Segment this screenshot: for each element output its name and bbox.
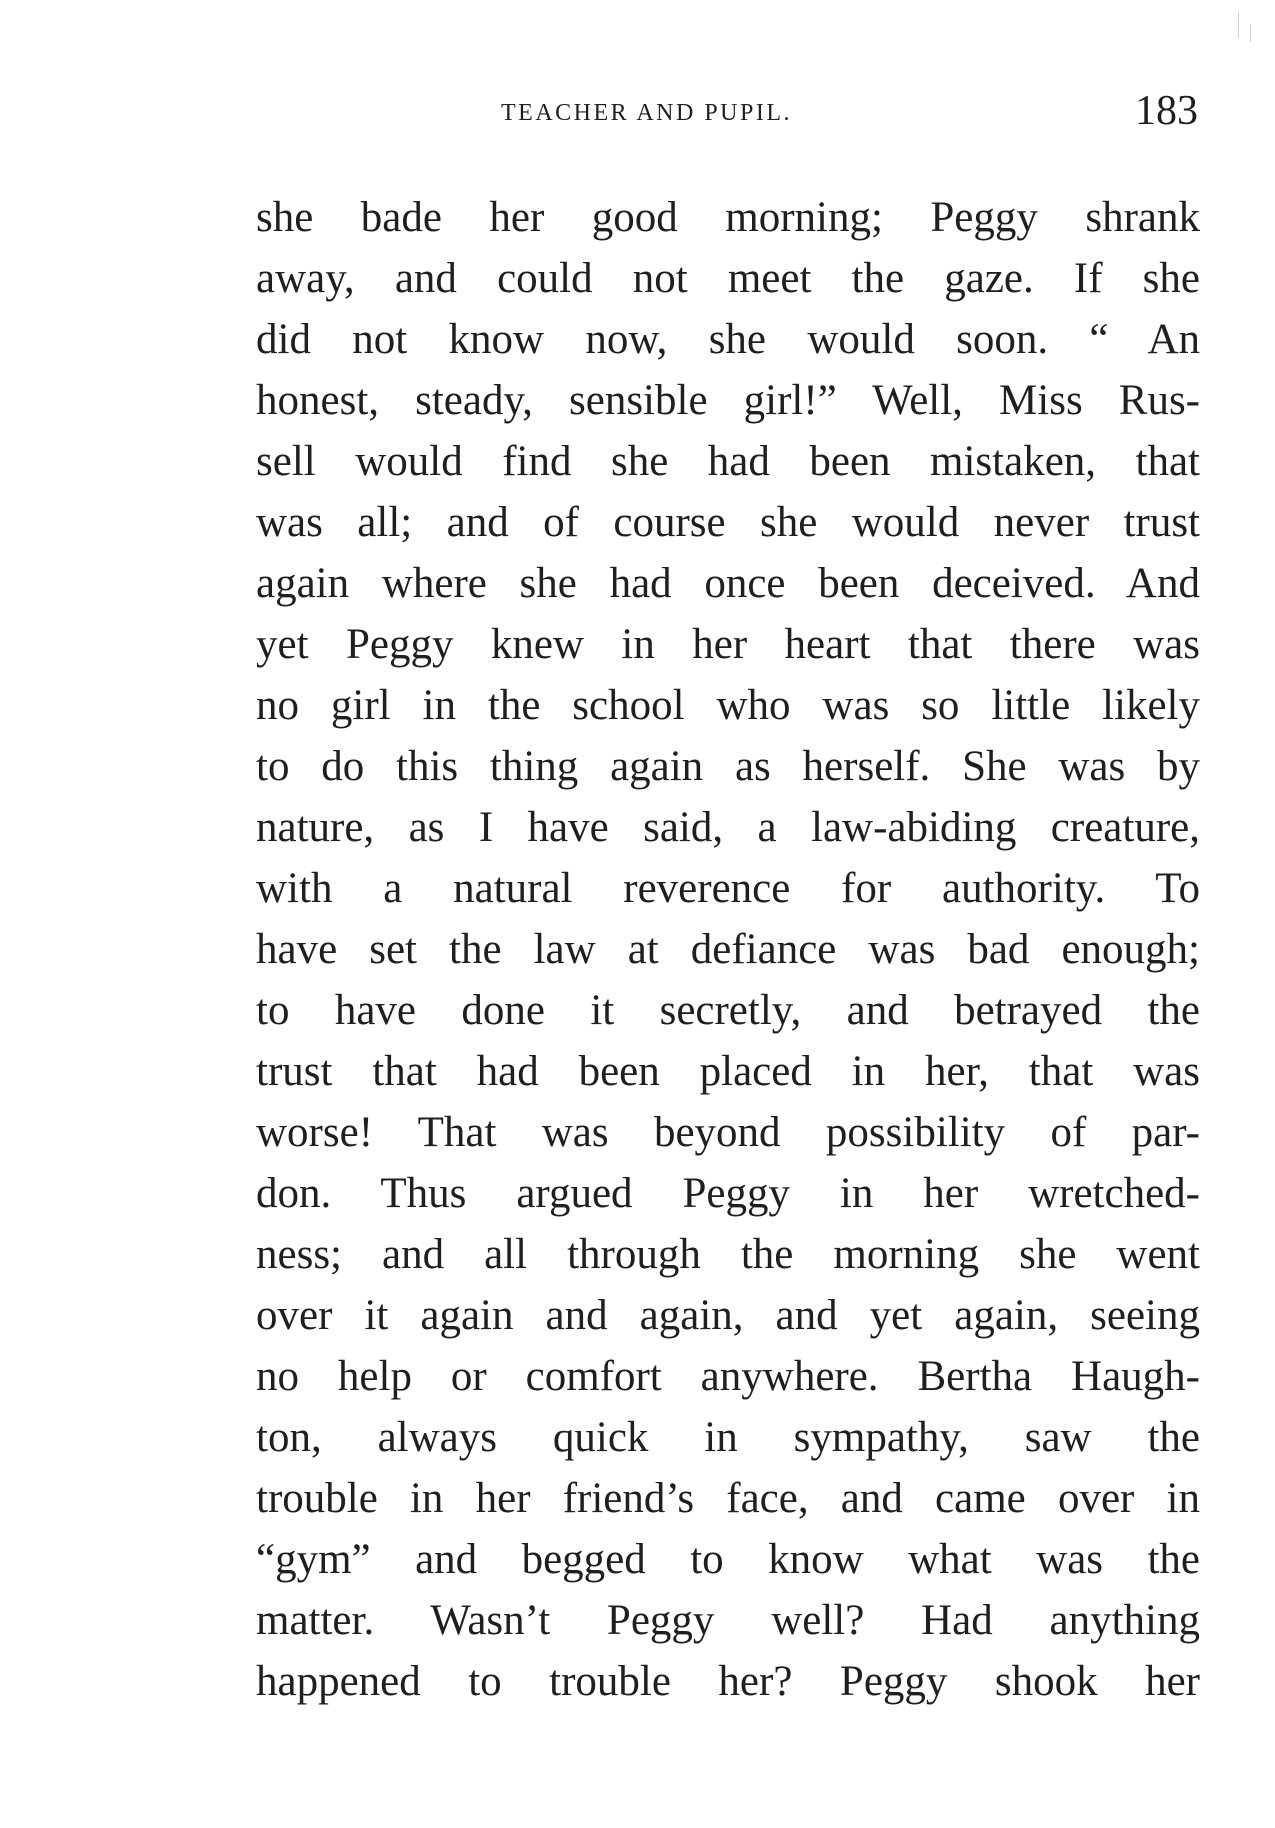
text-line: ton, always quick in sympathy, saw the [256, 1414, 1200, 1461]
running-header [256, 90, 1200, 138]
text-line: no girl in the school who was so little likely [256, 682, 1200, 729]
text-line: no help or comfort anywhere. Bertha Haugh- [256, 1353, 1200, 1400]
text-line: she bade her good morning; Peggy shrank [256, 194, 1200, 241]
text-line: with a natural reverence for authority. To [256, 865, 1200, 912]
text-line: worse! That was beyond possibility of par- [256, 1109, 1200, 1156]
text-line: again where she had once been deceived. And [256, 560, 1200, 607]
text-line: was all; and of course she would never trust [256, 499, 1200, 546]
text-line: happened to trouble her? Peggy shook her [256, 1658, 1200, 1705]
scan-mark [1250, 24, 1251, 42]
running-title: TEACHER AND PUPIL. [501, 100, 793, 126]
text-line: away, and could not meet the gaze. If she [256, 255, 1200, 302]
text-line: have set the law at defiance was bad enough; [256, 926, 1200, 973]
scan-mark [1238, 12, 1239, 38]
text-line: over it again and again, and yet again, seeing [256, 1292, 1200, 1339]
body-text [256, 187, 1200, 1712]
text-line: honest, steady, sensible girl!” Well, Miss Rus- [256, 377, 1200, 424]
text-line: ness; and all through the morning she went [256, 1231, 1200, 1278]
text-line: to have done it secretly, and betrayed the [256, 987, 1200, 1034]
text-line: to do this thing again as herself. She was by [256, 743, 1200, 790]
text-line: trouble in her friend’s face, and came over in [256, 1475, 1200, 1522]
text-line: “gym” and begged to know what was the [256, 1536, 1200, 1583]
text-line: did not know now, she would soon. “ An [256, 316, 1200, 363]
text-line: don. Thus argued Peggy in her wretched- [256, 1170, 1200, 1217]
text-line: matter. Wasn’t Peggy well? Had anything [256, 1597, 1200, 1644]
text-line: yet Peggy knew in her heart that there was [256, 621, 1200, 668]
page-number: 183 [1135, 88, 1198, 134]
text-line: sell would find she had been mistaken, that [256, 438, 1200, 485]
text-line: nature, as I have said, a law-abiding creature, [256, 804, 1200, 851]
text-line: trust that had been placed in her, that was [256, 1048, 1200, 1095]
